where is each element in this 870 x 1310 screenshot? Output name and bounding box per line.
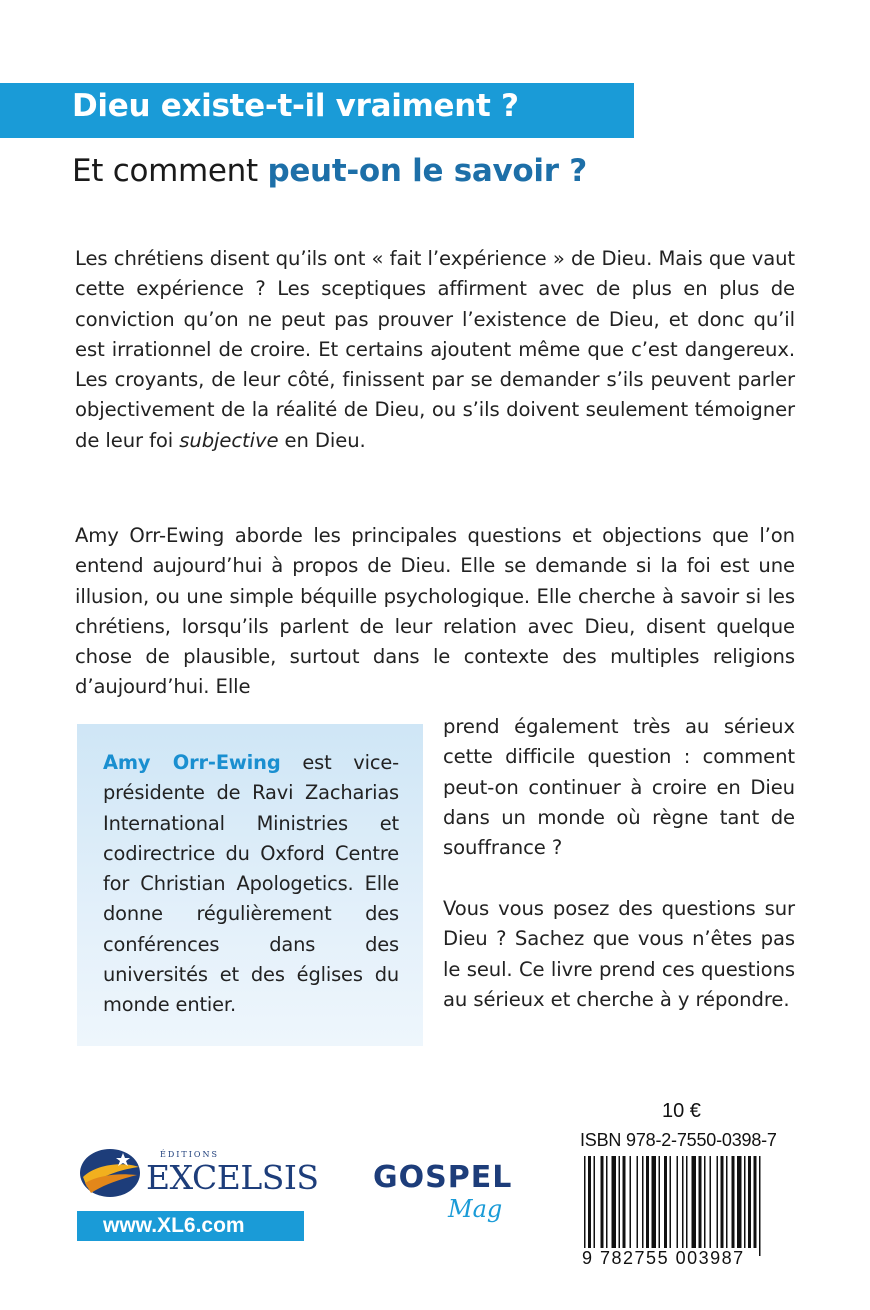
author-name: Amy Orr-Ewing (103, 751, 281, 774)
subtitle-emphasis: peut-on le savoir ? (267, 153, 587, 189)
blurb-paragraph-3: prend également très au sérieux cette difficile question : comment peut-on continuer à croire en Dieu dans un monde où règne tant de souffrance ? (443, 715, 795, 860)
gospel-mag-suffix: Mag (448, 1195, 503, 1223)
publisher-url[interactable]: www.XL6.com (103, 1214, 245, 1237)
cover-subtitle (72, 153, 587, 189)
publisher-small-label: ÉDITIONS (160, 1150, 219, 1159)
author-bio (103, 748, 399, 1021)
gospel-mag-logo: GOSPEL (373, 1160, 513, 1195)
blurb-paragraph-1-end: en Dieu. (278, 428, 366, 452)
blurb-paragraph-1-start: Les chrétiens disent qu’ils ont « fait l’expérience » de Dieu. Mais que vaut cette expérience ? Les sceptiques affirment avec de plus en plus de conviction qu’on ne peut pas prouver l’existence de Dieu, et donc qu’il est irrationnel de croire. Et certains ajoutent même que c’est dangereux. Les croyants, de leur côté, finissent par se demander s’ils peuvent parler objectivement de la réalité de Dieu, ou s’ils doivent seulement témoigner de leur foi (75, 247, 795, 452)
price-label: 10 € (662, 1100, 701, 1122)
cover-title: Dieu existe-t-il vraiment ? (72, 88, 519, 124)
blurb-paragraph-4: Vous vous posez des questions sur Dieu ? Sachez que vous n’êtes pas le seul. Ce livre prend ces questions au sérieux et cherche à y répondre. (443, 897, 795, 1011)
author-bio-text: est vice-présidente de Ravi Zacharias International Ministries et codirectrice du Oxford Centre for Christian Apologetics. Elle donne régulièrement des conférences dans des universités et des églises du monde entier. (103, 751, 399, 1017)
barcode-digits: 9 782755 003987 (582, 1248, 745, 1268)
publisher-name: EXCELSIS (146, 1158, 319, 1197)
isbn-label: ISBN 978-2-7550-0398-7 (580, 1130, 777, 1150)
blurb-paragraph-1 (75, 244, 795, 456)
subtitle-plain: Et comment (72, 153, 268, 189)
barcode-icon (582, 1156, 790, 1256)
blurb-paragraph-1-italic: subjective (179, 428, 279, 452)
blurb-paragraph-2: Amy Orr-Ewing aborde les principales questions et objections que l’on entend aujourd’hui à propos de Dieu. Elle se demande si la foi est une illusion, ou une simple béquille psychologique. Elle cherche à savoir si les chrétiens, lorsqu’ils parlent de leur relation avec Dieu, disent quelque chose de plausible, surtout dans le contexte des multiples religions d’aujourd’hui. Elle (75, 524, 795, 699)
